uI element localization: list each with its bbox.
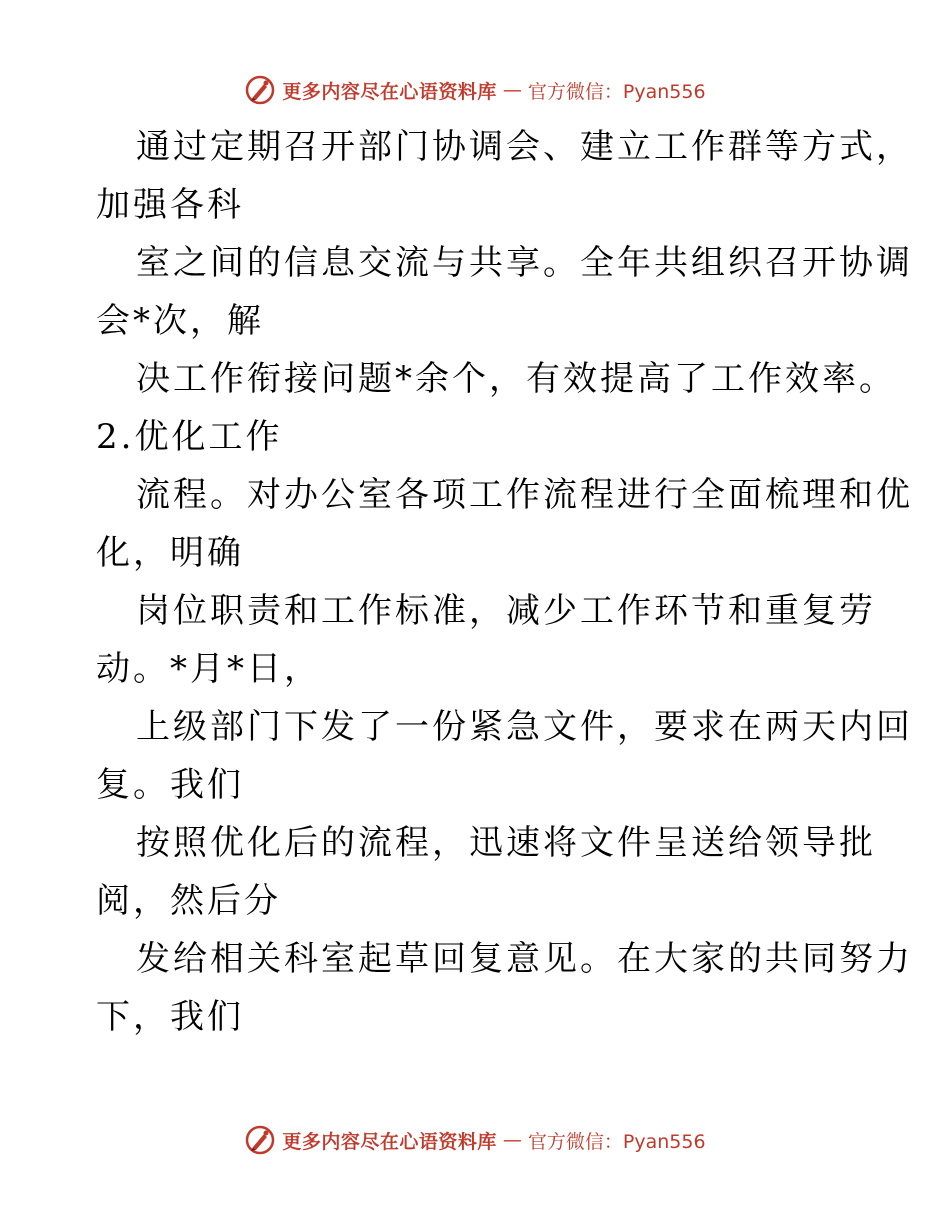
header-logo-text: 更多内容尽在心语资料库 bbox=[282, 80, 497, 103]
body-line: 室之间的信息交流与共享。全年共组织召开协调 bbox=[136, 243, 913, 283]
body-line: 上级部门下发了一份紧急文件，要求在两天内回 bbox=[136, 707, 913, 747]
header-wechat: 官方微信：Pyan556 bbox=[527, 80, 706, 103]
body-line: 2.优化工作 bbox=[96, 417, 283, 457]
body-line: 加强各科 bbox=[96, 185, 244, 225]
body-line: 按照优化后的流程，迅速将文件呈送给领导批 bbox=[136, 823, 876, 863]
body-line: 会*次，解 bbox=[96, 301, 264, 341]
body-line: 动。*月*日， bbox=[96, 649, 321, 689]
body-line: 流程。对办公室各项工作流程进行全面梳理和优 bbox=[136, 475, 913, 515]
header-banner bbox=[0, 70, 950, 110]
body-line: 化，明确 bbox=[96, 533, 244, 573]
footer-logo-text: 更多内容尽在心语资料库 bbox=[282, 1130, 497, 1153]
footer-banner bbox=[0, 1120, 950, 1160]
body-line: 复。我们 bbox=[96, 765, 244, 805]
body-line: 岗位职责和工作标准，减少工作环节和重复劳 bbox=[136, 591, 876, 631]
pen-logo-icon bbox=[244, 74, 276, 106]
body-line: 下，我们 bbox=[96, 997, 244, 1037]
footer-banner-inner bbox=[244, 1124, 705, 1156]
header-banner-inner bbox=[244, 74, 705, 106]
body-line: 决工作衔接问题*余个，有效提高了工作效率。 bbox=[136, 359, 896, 399]
pen-logo-icon bbox=[244, 1124, 276, 1156]
footer-separator: — bbox=[502, 1129, 522, 1151]
header-separator: — bbox=[502, 79, 522, 101]
document-body bbox=[96, 118, 913, 1046]
body-line: 发给相关科室起草回复意见。在大家的共同努力 bbox=[136, 939, 913, 979]
body-line: 通过定期召开部门协调会、建立工作群等方式， bbox=[136, 127, 913, 167]
body-line: 阅，然后分 bbox=[96, 881, 281, 921]
footer-wechat: 官方微信：Pyan556 bbox=[527, 1130, 706, 1153]
